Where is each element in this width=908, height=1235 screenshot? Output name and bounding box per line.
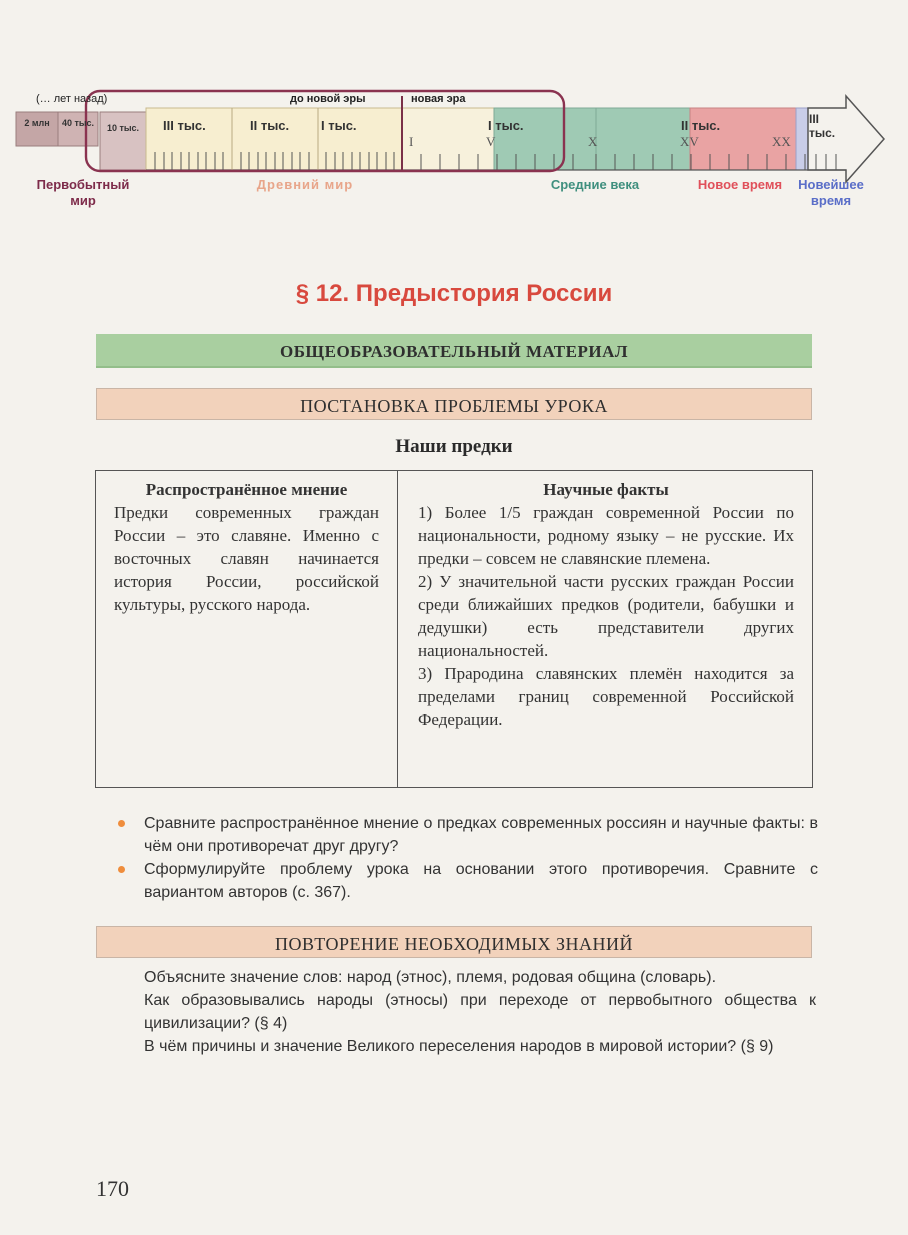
table-heading: Наши предки xyxy=(395,436,513,457)
opinion-text: Предки современных граждан России – это славяне. Именно с восточных славян начинается история России, российской культуры, русского народа. xyxy=(114,503,379,614)
millennium-3-ad: III тыс. xyxy=(809,112,836,140)
question-item: В чём причины и значение Великого переселения народов в мировой истории? (§ 9) xyxy=(144,1038,774,1055)
comparison-table xyxy=(95,470,813,788)
ad-start-band xyxy=(402,108,494,170)
timeline-years-ago: (… лет назад) xyxy=(36,93,108,105)
facts-column xyxy=(398,471,812,787)
section-review: ПОВТОРЕНИЕ НЕОБХОДИМЫХ ЗНАНИЙ xyxy=(96,926,812,958)
millennium-1-bc: I тыс. xyxy=(321,118,357,133)
contemporary-band xyxy=(796,108,808,170)
block-2mln-label: 2 млн xyxy=(24,118,50,128)
fact-item: 3) Прародина славянских племён находится за пределами границ современной Российской Федерации. xyxy=(418,664,794,729)
opinion-header: Распространённое мнение xyxy=(145,480,348,499)
section-problem-statement: ПОСТАНОВКА ПРОБЛЕМЫ УРОКА xyxy=(96,388,812,420)
era-modern: Новое время xyxy=(697,177,783,192)
timeline xyxy=(0,0,908,230)
era-ancient: Древний мир xyxy=(256,177,354,192)
task-list xyxy=(118,812,818,904)
paragraph-title: § 12. Предыстория России xyxy=(295,280,613,307)
page-number: 170 xyxy=(96,1176,129,1201)
block-10k-label: 10 тыс. xyxy=(106,123,140,133)
millennium-1-ad: I тыс. xyxy=(488,118,524,133)
century-1: I xyxy=(409,134,414,149)
timeline-ad-label: новая эра xyxy=(411,93,466,105)
era-primitive: Первобытный мир xyxy=(36,177,130,208)
opinion-column xyxy=(96,471,398,787)
century-5: V xyxy=(486,134,496,149)
bullet-icon xyxy=(118,820,125,827)
century-15: XV xyxy=(680,134,699,149)
task-item xyxy=(118,858,818,904)
review-questions xyxy=(144,966,816,1058)
fact-item: 1) Более 1/5 граждан современной России по национальности, родному языку – не русские. Их предки – совсем не славянские племена. xyxy=(418,503,794,568)
century-10: X xyxy=(588,134,598,149)
bullet-icon xyxy=(118,866,125,873)
millennium-2-bc: II тыс. xyxy=(250,118,290,133)
block-40k-label: 40 тыс. xyxy=(61,118,95,128)
century-20: XX xyxy=(772,134,791,149)
facts-header: Научные факты xyxy=(543,480,669,499)
section-general-material: ОБЩЕОБРАЗОВАТЕЛЬНЫЙ МАТЕРИАЛ xyxy=(96,334,812,368)
question-item: Как образовывались народы (этносы) при переходе от первобытного общества к цивилизации? (§ 4) xyxy=(144,992,816,1032)
task-text: Сформулируйте проблему урока на основании этого противоречия. Сравните с вариантом авторов (с. 367). xyxy=(144,861,818,901)
block-10k xyxy=(100,112,146,170)
millennium-3-bc: III тыс. xyxy=(163,118,206,133)
question-item: Объясните значение слов: народ (этнос), племя, родовая община (словарь). xyxy=(144,969,717,986)
task-text: Сравните распространённое мнение о предках современных россиян и научные факты: в чём они противоречат друг другу? xyxy=(144,815,818,855)
millennium-2-ad: II тыс. xyxy=(681,118,721,133)
task-item xyxy=(118,812,818,858)
timeline-bc-label: до новой эры xyxy=(290,93,366,105)
era-contemporary: Новейшее время xyxy=(798,177,864,208)
fact-item: 2) У значительной части русских граждан России среди ближайших предков (родители, бабушки и дедушки) есть представители других национальностей. xyxy=(418,572,794,660)
era-middle-ages: Средние века xyxy=(550,177,640,192)
